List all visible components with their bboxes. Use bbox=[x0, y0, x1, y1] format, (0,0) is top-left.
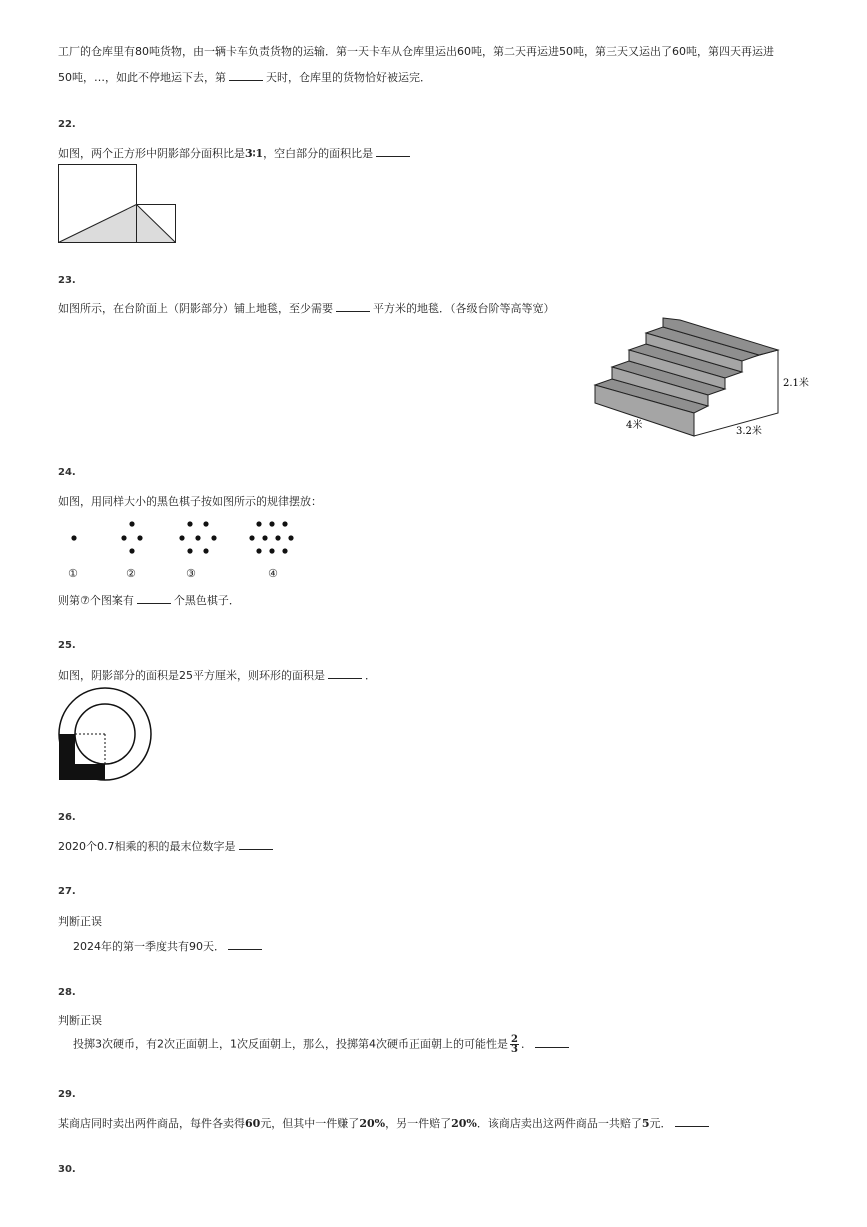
q24-text: 如图，用同样大小的黑色棋子按如图所示的规律摆放： bbox=[58, 495, 322, 508]
answer-blank[interactable] bbox=[228, 939, 262, 950]
height-label: 2.1米 bbox=[783, 378, 809, 389]
question-number: 30. bbox=[58, 1164, 76, 1175]
question-number: 23. bbox=[58, 275, 76, 286]
chess-pattern-figure bbox=[58, 515, 308, 560]
pattern-label-1: ① bbox=[68, 567, 78, 580]
q22-text: 如图，两个正方形中阴影部分面积比是3∶1，空白部分的面积比是 bbox=[58, 146, 413, 161]
q29-text: 某商店同时卖出两件商品，每件各卖得60元，但其中一件赚了20%，另一件赔了20%．该商店卖出这两件商品一共赔了5元． bbox=[58, 1116, 712, 1131]
question-number: 22. bbox=[58, 119, 76, 130]
two-squares-figure bbox=[58, 164, 178, 244]
width-label: 3.2米 bbox=[736, 426, 762, 437]
pattern-label-4: ④ bbox=[268, 567, 278, 580]
q23-text: 如图所示，在台阶面上（阴影部分）铺上地毯，至少需要 平方米的地毯．（各级台阶等高等宽） bbox=[58, 302, 555, 315]
answer-blank[interactable] bbox=[229, 70, 263, 81]
answer-blank[interactable] bbox=[535, 1037, 569, 1048]
question-number: 28. bbox=[58, 987, 76, 998]
probability-fraction: $\frac{2}{3}$ bbox=[511, 1034, 518, 1055]
q27-text: 2024年的第一季度共有90天． bbox=[73, 939, 265, 954]
question-number: 25. bbox=[58, 640, 76, 651]
q28-title: 判断正误 bbox=[58, 1014, 102, 1027]
question-number: 27. bbox=[58, 886, 76, 897]
question-number: 26. bbox=[58, 812, 76, 823]
q21-line1: 工厂的仓库里有80吨货物，由一辆卡车负责货物的运输．第一天卡车从仓库里运出60吨，第二天再运进50吨，第三天又运出了60吨，第四天再运进 bbox=[58, 45, 774, 58]
ring-figure bbox=[57, 686, 155, 782]
answer-blank[interactable] bbox=[376, 146, 410, 157]
question-number: 29. bbox=[58, 1089, 76, 1100]
pattern-label-3: ③ bbox=[186, 567, 196, 580]
answer-blank[interactable] bbox=[336, 301, 370, 312]
q28-text: 投掷3次硬币，有2次正面朝上，1次反面朝上，那么，投掷第4次硬币正面朝上的可能性是 $\frac{2}{3}$ ． bbox=[73, 1035, 572, 1054]
question-number: 24. bbox=[58, 467, 76, 478]
pattern-label-2: ② bbox=[126, 567, 136, 580]
answer-blank[interactable] bbox=[328, 668, 362, 679]
q27-title: 判断正误 bbox=[58, 915, 102, 928]
q26-text: 2020个0.7相乘的积的最末位数字是 bbox=[58, 839, 276, 854]
answer-blank[interactable] bbox=[137, 593, 171, 604]
answer-blank[interactable] bbox=[239, 839, 273, 850]
length-label: 4米 bbox=[626, 420, 643, 431]
staircase-figure bbox=[590, 318, 820, 443]
q24-ask: 则第⑦个图案有 个黑色棋子． bbox=[58, 594, 240, 607]
answer-blank[interactable] bbox=[675, 1116, 709, 1127]
q25-text: 如图，阴影部分的面积是25平方厘米，则环形的面积是 ． bbox=[58, 669, 376, 682]
q21-line2: 50吨，…，如此不停地运下去，第 天时，仓库里的货物恰好被运完． bbox=[58, 71, 431, 84]
